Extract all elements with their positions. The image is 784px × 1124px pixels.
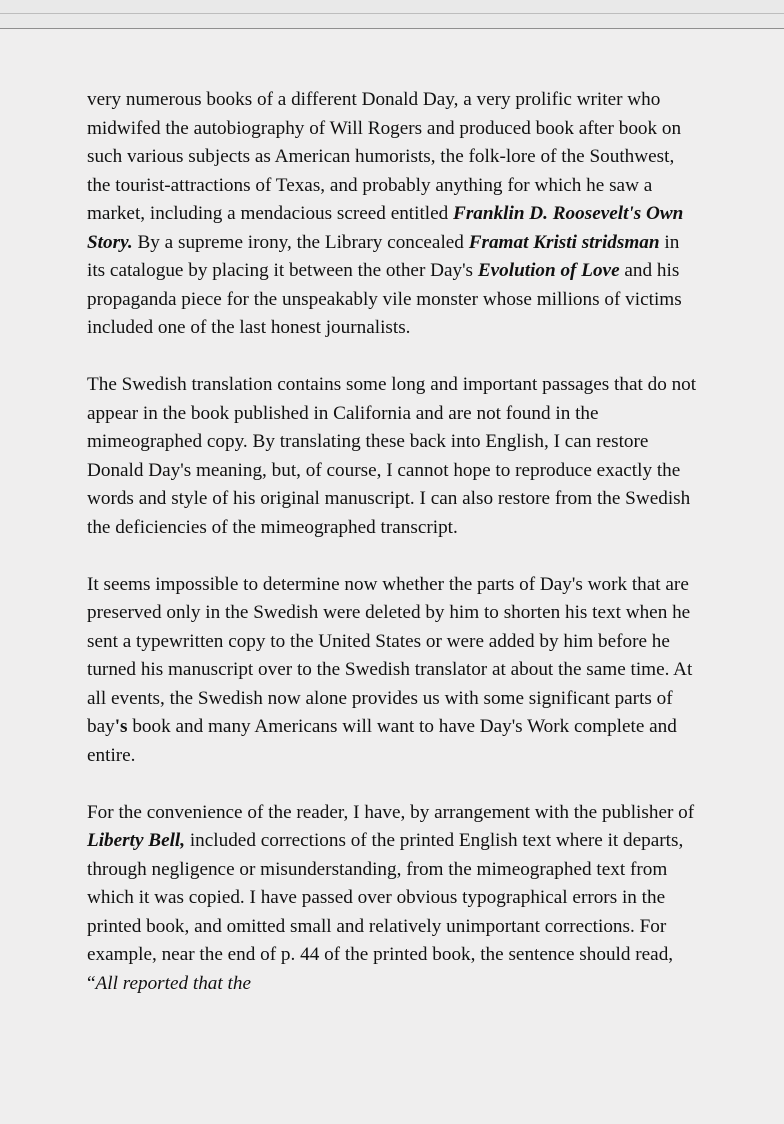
text-segment: very numerous books of a different Donald Day, a very prolific writer who midwifed the autobiography of Will Rogers and produced book after book on such various subjects as American humorists, the folk-lore of the Southwest, the tourist-attractions of Texas, and probably anything for which he saw a market, including a mendacious screed entitled bbox=[87, 89, 682, 224]
paragraph-4 bbox=[87, 799, 697, 999]
bold-apostrophe-s: 's bbox=[114, 716, 128, 737]
text-segment: The Swedish translation contains some long and important passages that do not appear in the book published in California and are not found in the mimeographed copy. By translating these back into English, I can restore Donald Day's meaning, but, of course, I cannot hope to reproduce exactly the words and style of his original manuscript. I can also restore from the Swedish the deficiencies of the mimeographed transcript. bbox=[87, 374, 697, 538]
text-segment: For the convenience of the reader, I have, by arrangement with the publisher of bbox=[87, 801, 695, 823]
text-segment: and his propaganda piece for the unspeakably vile monster whose millions of victims included one of the last honest journalists. bbox=[87, 260, 682, 338]
quoted-sentence: All reported that the bbox=[95, 972, 251, 994]
paragraph-2 bbox=[87, 371, 697, 542]
book-title-franklin-roosevelt: Franklin D. Roosevelt's Own Story. bbox=[87, 203, 684, 253]
text-segment: book and many Americans will want to have Day's Work complete and entire. bbox=[87, 716, 677, 766]
text-segment: It seems impossible to determine now whether the parts of Day's work that are preserved only in the Swedish were deleted by him to shorten his text when he sent a typewritten copy to the United States or were added by him before he turned his manuscript over to the Swedish translator at about the same time. At all events, the Swedish now alone provides us with some significant parts of bay bbox=[87, 573, 693, 737]
document-body bbox=[87, 86, 697, 1027]
top-toolbar bbox=[0, 0, 784, 29]
book-title-framat-kristi: Framat Kristi stridsman bbox=[468, 231, 660, 253]
text-segment: By a supreme irony, the Library concealed bbox=[132, 231, 469, 253]
toolbar-divider bbox=[0, 13, 784, 14]
publication-title-liberty-bell: Liberty Bell, bbox=[87, 830, 186, 851]
book-title-evolution-of-love: Evolution of Love bbox=[477, 260, 620, 281]
paragraph-3 bbox=[87, 571, 697, 771]
text-segment: in its catalogue by placing it between the other Day's bbox=[87, 231, 680, 281]
paragraph-1 bbox=[87, 86, 697, 343]
text-segment: included corrections of the printed English text where it departs, through negligence or misunderstanding, from the mimeographed text from which it was copied. I have passed over obvious typographical errors in the printed book, and omitted small and relatively unimportant corrections. For example, near the end of p. 44 of the printed book, the sentence should read, “ bbox=[87, 830, 684, 994]
